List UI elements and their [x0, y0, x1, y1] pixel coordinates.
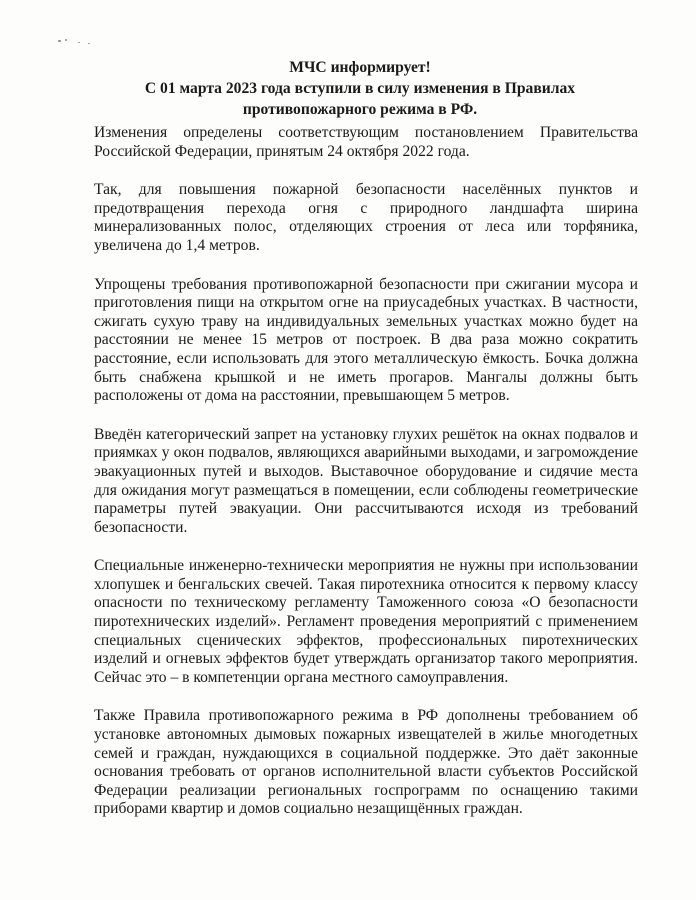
paragraph: Упрощены требования противопожарной безопасности при сжигании мусора и приготовления пищи на открытом огне на приусадебных участках. В частности, сжигать сухую траву на индивидуальных земельных участках можно будет на расстоянии не менее 15 метров от построек. В два раза можно сократить расстояние, если использовать для этого металлическую ёмкость. Бочка должна быть снабжена крышкой и не иметь прогаров. Мангалы должны быть расположены от дома на расстоянии, превышающем 5 метров.: [94, 275, 638, 405]
header-line-1: МЧС информирует!: [289, 59, 431, 76]
scan-specks: [58, 38, 98, 46]
document-body: [94, 124, 638, 839]
paragraph: Изменения определены соответствующим постановлением Правительства Российской Федерации, принятым 24 октября 2022 года.: [94, 124, 638, 160]
header-line-3: противопожарного режима в РФ.: [242, 101, 478, 118]
paragraph: Введён категорический запрет на установку глухих решёток на окнах подвалов и приямках у окон подвалов, являющихся аварийными выходами, и загромождение эвакуационных путей и выходов. Выставочное оборудование и сидячие места для ожидания могут размещаться в помещении, если соблюдены геометрические параметры путей эвакуации. Они рассчитываются исходя из требований безопасности.: [94, 425, 638, 536]
paragraph: Также Правила противопожарного режима в РФ дополнены требованием об установке автономных дымовых пожарных извещателей в жилье многодетных семей и граждан, нуждающихся в социальной поддержке. Это даёт законные основания требовать от органов исполнительной власти субъектов Российской Федерации реализации региональных госпрограмм по оснащению такими приборами квартир и домов социально незащищённых граждан.: [94, 707, 638, 818]
header-line-2: С 01 марта 2023 года вступили в силу изменения в Правилах: [144, 80, 576, 97]
document-header: [100, 57, 620, 120]
paragraph: Специальные инженерно-технически мероприятия не нужны при использовании хлопушек и бенгальских свечей. Такая пиротехника относится к первому классу опасности по техническому регламенту Таможенного союза «О безопасности пиротехнических изделий». Регламент проведения мероприятий с применением специальных сценических эффектов, профессиональных пиротехнических изделий и огневых эффектов будет утверждать организатор такого мероприятия. Сейчас это – в компетенции органа местного самоуправления.: [94, 557, 638, 686]
paragraph: Так, для повышения пожарной безопасности населённых пунктов и предотвращения перехода огня с природного ландшафта ширина минерализованных полос, отделяющих строения от леса или торфяника, увеличена до 1,4 метров.: [94, 181, 638, 254]
